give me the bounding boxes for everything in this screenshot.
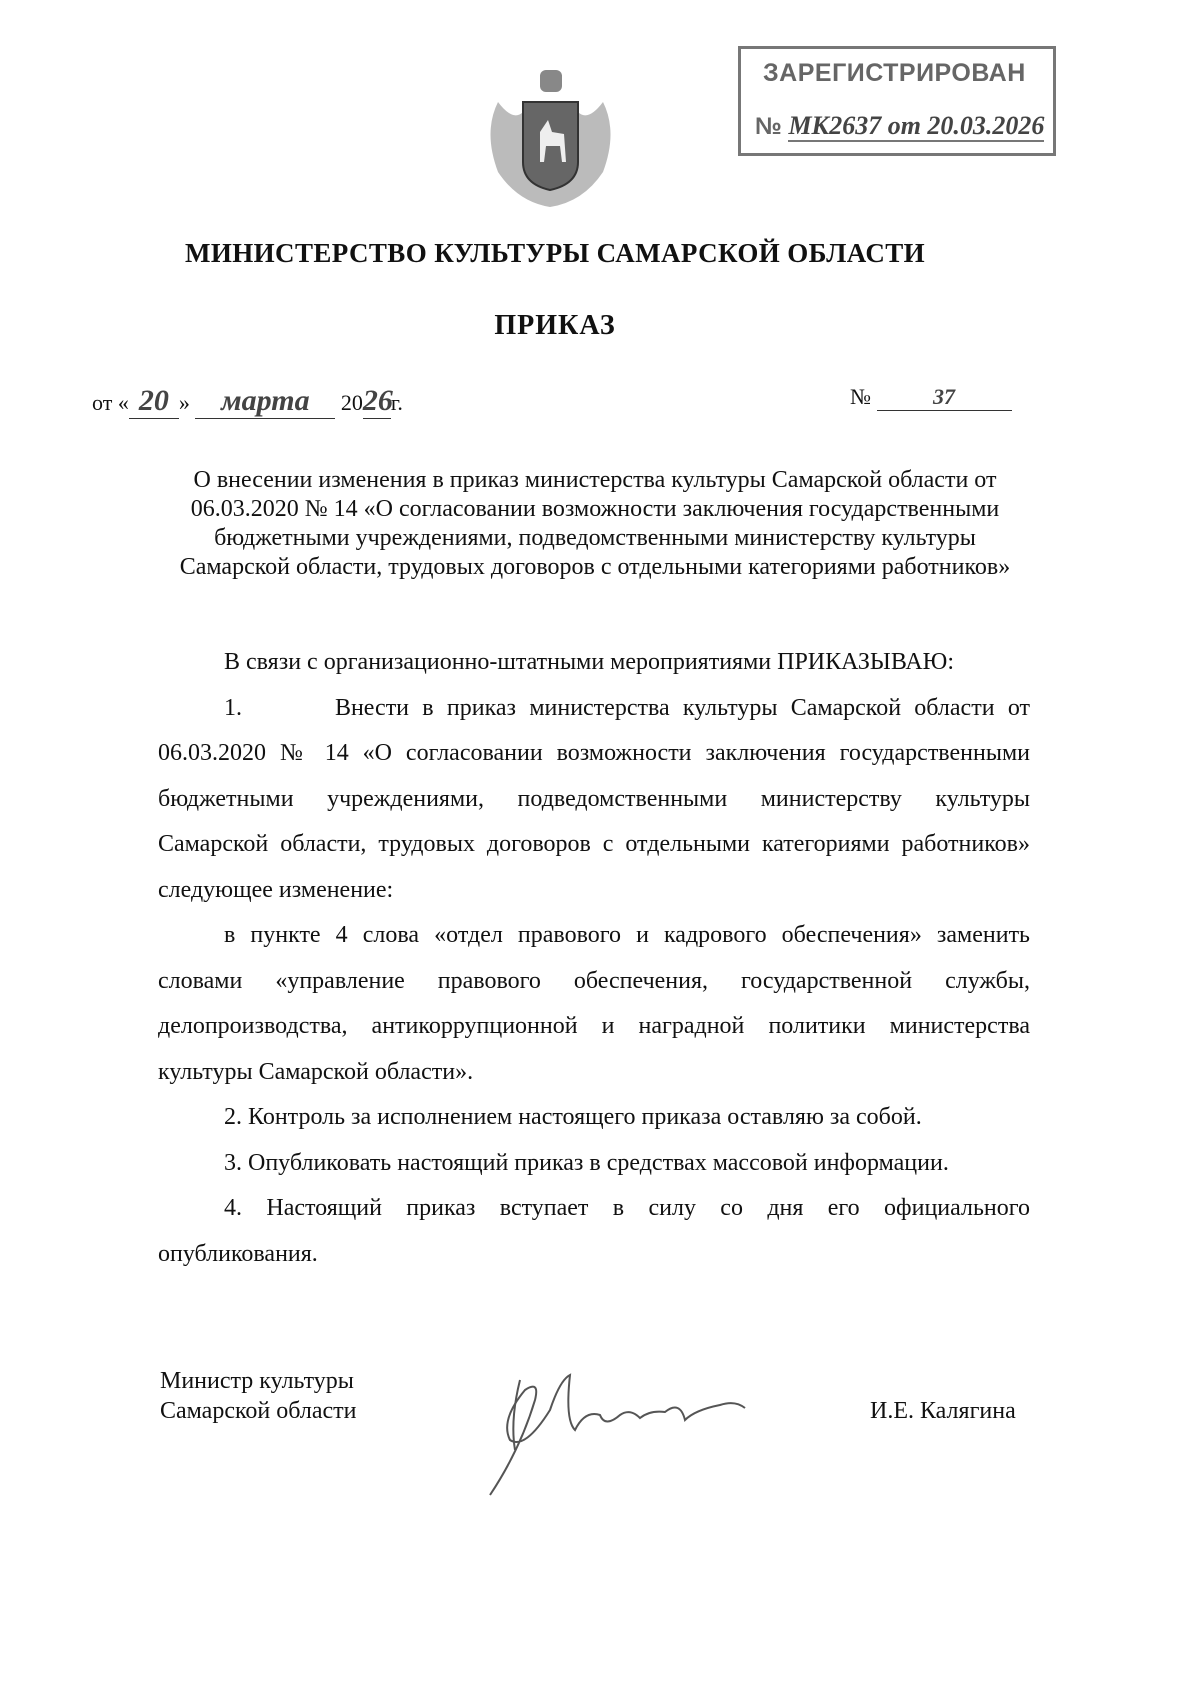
clause-4: 4. Настоящий приказ вступает в силу со дня его официального опубликования. (158, 1195, 1030, 1267)
stamp-title: ЗАРЕГИСТРИРОВАН (763, 59, 1026, 87)
clause-1: 1. Внести в приказ министерства культуры Самарской области от 06.03.2020 № 14 «О согласовании возможности заключения государственными бюджетными учреждениями, подведомственными министерству культуры Самарской области, трудовых договоров с отдельными категориями работников» следующее изменение: (158, 694, 1030, 903)
order-subject: О внесении изменения в приказ министерства культуры Самарской области от 06.03.2020 № 14 «О согласовании возможности заключения государственными бюджетными учреждениями, подведомственными министерству культуры Самарской области, трудовых договоров с отдельными категориями работников» (179, 467, 1011, 580)
clause-1-change: в пункте 4 слова «отдел правового и кадрового обеспечения» заменить словами «управление правового обеспечения, государственной службы, делопроизводства, антикоррупционной и наградной политики министерства культуры Самарской области». (158, 922, 1030, 1085)
document-type-heading: ПРИКАЗ (494, 310, 616, 341)
signatory-title: Министр культуры Самарской области (160, 1368, 357, 1424)
handwritten-signature (480, 1360, 760, 1500)
date-day: 20 (129, 384, 179, 419)
order-body (158, 640, 1030, 1277)
stamp-number: № МК2637 от 20.03.2026 (755, 111, 1045, 140)
date-line: от « 20 » марта 2026г. (92, 384, 403, 417)
coat-of-arms-emblem (478, 62, 623, 212)
date-month: марта (195, 384, 335, 419)
clause-2: 2. Контроль за исполнением настоящего приказа оставляю за собой. (224, 1104, 922, 1130)
stamp-handwritten-number: МК2637 от 20.03.2026 (788, 111, 1045, 140)
date-year: 26 (362, 384, 393, 417)
signatory-name: И.Е. Калягина (870, 1398, 1016, 1424)
ministry-heading: МИНИСТЕРСТВО КУЛЬТУРЫ САМАРСКОЙ ОБЛАСТИ (184, 238, 926, 268)
order-number-value: 37 (877, 384, 1012, 411)
order-number: № 37 (850, 384, 1012, 411)
preamble: В связи с организационно-штатными мероприятиями ПРИКАЗЫВАЮ: (224, 649, 954, 675)
clause-3: 3. Опубликовать настоящий приказ в средствах массовой информации. (224, 1149, 949, 1176)
registration-stamp (738, 46, 1056, 156)
